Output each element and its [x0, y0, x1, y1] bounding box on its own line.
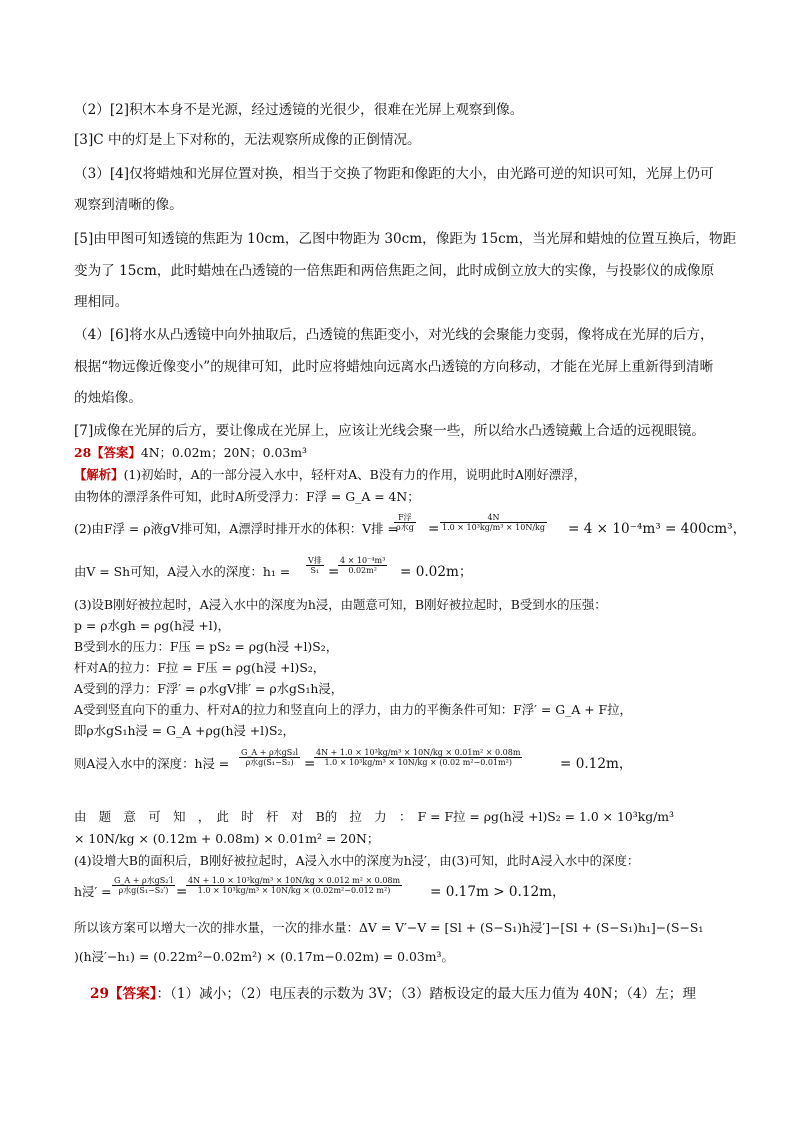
text-line: 观察到清晰的像。 [74, 197, 183, 213]
text-line: （3）[4]仅将蜡烛和光屏位置对换，相当于交换了物距和像距的大小，由光路可逆的知识可知，光屏上仍可 [74, 166, 714, 182]
fraction: V排 S₁ [308, 556, 322, 575]
text-line: h浸′ = [74, 884, 112, 899]
text-line: A受到的浮力：F浮′ = ρ水gV排′ = ρ水gS₁h浸， [74, 681, 344, 696]
text-line: = 4 × 10⁻⁴m³ = 400cm³， [568, 521, 747, 537]
text-line: 所以该方案可以增大一次的排水量，一次的排水量：ΔV = V′−V = [Sl + (S−S₁)h浸′]−[Sl + (S−S₁)h₁]−(S−S₁ [74, 920, 704, 935]
text-line: [7]成像在光屏的后方，要让像成在光屏上，应该让光线会聚一些，所以给水凸透镜戴上合适的远视眼镜。 [74, 423, 705, 439]
text-line: 根据“物远像近像变小”的规律可知，此时应将蜡烛向远离水凸透镜的方向移动，才能在光屏上重新得到清晰 [74, 359, 714, 375]
text-line: 由V = Sh可知，A浸入水的深度：h₁ = [74, 564, 291, 579]
analysis-tag: 【解析】 [74, 467, 124, 482]
text-line: 的烛焰像。 [74, 390, 142, 406]
text-line: 则A浸入水中的深度：h浸 = [74, 756, 230, 771]
text-line: p = ρ水gh = ρg(h浸 +l)， [74, 618, 230, 633]
answer-28 [74, 444, 307, 462]
text-line: = [304, 756, 316, 772]
answer-29 [90, 985, 696, 1003]
text-line: （4）[6]将水从凸透镜中向外抽取后，凸透镜的焦距变小，对光线的会聚能力变弱，像将成在光屏的后方， [74, 327, 714, 343]
text-line: (3)设B刚好被拉起时，A浸入水中的深度为h浸，由题意可知，B刚好被拉起时，B受到水的压强： [74, 597, 607, 612]
answer-tag: 28【答案】 [74, 445, 141, 460]
text-line: 由 题 意 可 知 ， 此 时 杆 对 B的 拉 力 ： F = F拉 = ρg(h浸 +l)S₂ = 1.0 × 10³kg/m³ [74, 809, 675, 824]
fraction: G_A + ρ水gS₂′l ρ水g(S₁−S₂′) [114, 876, 173, 895]
analysis-line [74, 466, 586, 484]
answer-tag: 29【答案】 [90, 986, 157, 1002]
text-line: 杆对A的拉力：F拉 = F压 = ρg(h浸 +l)S₂， [74, 660, 326, 675]
text-line: = 0.17m > 0.12m， [430, 884, 566, 900]
fraction: $\frac{\text{4 × 10⁻⁴m³}}{\text{0.02m²}}$ [340, 556, 386, 575]
text-line: A受到竖直向下的重力、杆对A的拉力和竖直向上的浮力，由力的平衡条件可知：F浮′ = G_A + F拉， [74, 702, 632, 717]
text-line: × 10N/kg × (0.12m + 0.08m) × 0.01m² = 20N； [74, 831, 380, 846]
text-line: [3]C 中的灯是上下对称的，无法观察所成像的正倒情况。 [74, 132, 421, 148]
fraction: F浮 ρ水g [396, 513, 414, 532]
fraction: $\frac{\text{4N + 1.0 × 10³kg/m³ × 10N/kg × 0.01m² × 0.08m}}{\text{1.0 × 10³kg/m³ × 10N/kg × (0.02 m²−0.01m²)}}$ [316, 748, 521, 767]
text-line: (2)由F浮 = ρ液gV排可知，A漂浮时排开水的体积：V排 = [74, 521, 398, 536]
answer-text: ：（1）减小；（2）电压表的示数为 3V；（3）踏板设定的最大压力值为 40N；（4）左；理 [156, 986, 696, 1002]
text-line: 即ρ水gS₁h浸 = G_A +ρg(h浸 +l)S₂， [74, 723, 295, 738]
fraction: $\frac{\text{4N + 1.0 × 10³kg/m³ × 10N/kg × 0.012 m² × 0.08m}}{\text{1.0 × 10³kg/m³ × 10N/kg × (0.02m²−0.012 m²)}}$ [188, 876, 401, 895]
text-line: （2）[2]积木本身不是光源，经过透镜的光很少，很难在光屏上观察到像。 [74, 102, 524, 118]
text-line: 变为了 15cm，此时蜡烛在凸透镜的一倍焦距和两倍焦距之间，此时成倒立放大的实像，与投影仪的成像原 [74, 263, 715, 279]
analysis-text: (1)初始时，A的一部分浸入水中，轻杆对A、B没有力的作用，说明此时A刚好漂浮， [123, 467, 586, 482]
fraction: $\frac{4N}{\text{1.0 × 10³kg/m³ × 10N/kg}}$ [442, 513, 545, 532]
fraction: G_A + ρ水gS₂l ρ水g(S₁−S₂) [241, 748, 299, 767]
text-line: 理相同。 [74, 294, 129, 310]
text-line: = [428, 521, 440, 537]
answer-text: 4N；0.02m；20N；0.03m³ [140, 445, 307, 460]
text-line: [5]由甲图可知透镜的焦距为 10cm，乙图中物距为 30cm，像距为 15cm，当光屏和蜡烛的位置互换后，物距 [74, 231, 737, 247]
text-line: (4)设增大B的面积后，B刚好被拉起时，A浸入水中的深度为h浸′，由(3)可知，此时A浸入水中的深度： [74, 853, 640, 868]
text-line: B受到水的压力：F压 = pS₂ = ρg(h浸 +l)S₂， [74, 639, 339, 654]
text-line: = 0.12m， [560, 756, 633, 772]
text-line: )(h浸′−h₁) = (0.22m²−0.02m²) × (0.17m−0.02m) = 0.03m³。 [74, 949, 454, 964]
text-line: 由物体的漂浮条件可知，此时A所受浮力：F浮 = G_A = 4N； [74, 489, 420, 504]
text-line: = 0.02m； [400, 564, 473, 580]
text-line: = [176, 884, 188, 900]
text-line: = [328, 564, 340, 580]
